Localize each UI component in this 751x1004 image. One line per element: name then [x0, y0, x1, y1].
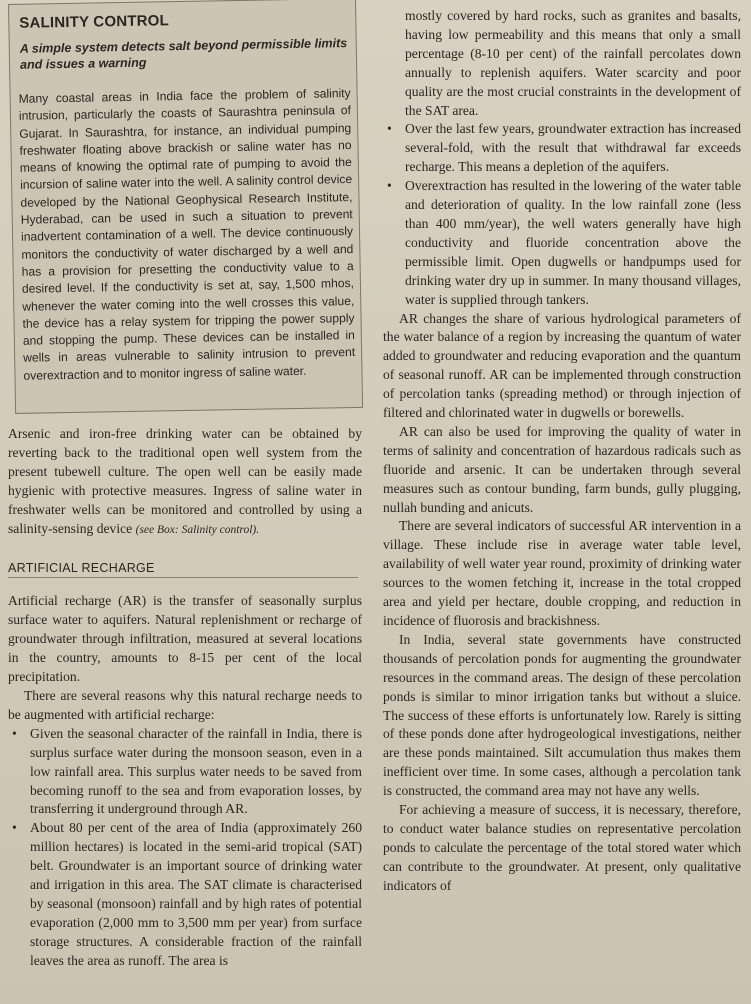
paragraph-reasons: There are several reasons why this natural recharge needs to be augmented with artificial recharge: [8, 687, 362, 722]
right-main-text [383, 7, 741, 896]
list-item [8, 725, 362, 820]
paragraph-ar-changes: AR changes the share of various hydrological parameters of the water balance of a region by increasing the quantum of water added to groundwater and reducing evaporation and the quantum of seasonal runoff. AR can be implemented through construction of percolation tanks (spreading method) or through injection of filtered and chlorinated water in dugwells or borewells. [383, 310, 741, 421]
bullet-marker: • [12, 725, 17, 741]
salinity-control-box [8, 0, 363, 414]
reasons-list-continued [383, 120, 741, 309]
paragraph-ar-definition: Artificial recharge (AR) is the transfer of seasonally surplus surface water to aquifers. Natural replenishment or recharge of groundwater through infiltration, measured at several locations in the country, amounts to 8-15 per cent of the local precipitation. [8, 593, 362, 685]
list-item-text: Over the last few years, groundwater extraction has increased several-fold, with the result that withdrawal far exceeds recharge. This means a depletion of the aquifers. [405, 121, 741, 175]
bullet-marker: • [387, 121, 392, 137]
list-item-text: Overextraction has resulted in the lowering of the water table and deterioration of quality. In the low rainfall zone (less than 400 mm/year), the well waters generally have high conductivity and fluoride concentration above the permissible limit. Open dugwells or handpumps used for drinking water dry up in summer. In many thousand villages, water is supplied through tankers. [405, 178, 741, 307]
list-item-text: About 80 per cent of the area of India (approximately 260 million hectares) is located in the semi-arid tropical (SAT) belt. Groundwater is an important source of drinking water and irrigation in this area. The SAT climate is characterised by seasonal (monsoon) rainfall and by high rates of potential evaporation (2,000 mm to 3,500 mm per year) from surface storage structures. A considerable fraction of the rainfall leaves the area as runoff. The area is [30, 820, 362, 968]
paragraph-percolation-ponds: In India, several state governments have constructed thousands of percolation ponds for augmenting the groundwater resources in the command areas. The design of these percolation ponds is similar to minor irrigation tanks but without a sluice. The success of these efforts is unfortunately low. Rarely is sitting of these ponds done after hydrogeological investigations, neither are these ponds maintained. Silt accumulation thus makes them inefficient over time. In some cases, although a percolation tank is constructed, the command area may not have any wells. [383, 631, 741, 799]
bullet-continuation: mostly covered by hard rocks, such as granites and basalts, having low permeability and this means that only a small percentage (8-10 per cent) of the rainfall percolates down annually to replenish aquifers. Water scarcity and poor quality are the most crucial constraints in the development of the SAT area. [405, 8, 741, 118]
paragraph-indicators: There are several indicators of successful AR intervention in a village. These include rise in average water table level, availability of well water year round, proximity of drinking water sources to the women fetching it, increase in the total cropped area and yield per hectare, double cropping, and reduction in incidence of fluorosis and brackishness. [383, 518, 741, 628]
list-item-text: Given the seasonal character of the rainfall in India, there is surplus surface water during the monsoon season, even in a low rainfall area. This surplus water needs to be saved from becoming runoff to the sea and from evaporation losses, by transferring it underground through AR. [30, 725, 362, 817]
section-heading: ARTIFICIAL RECHARGE [8, 561, 358, 578]
paragraph-arsenic [8, 425, 362, 539]
see-box-reference: (see Box: Salinity control). [135, 523, 260, 536]
list-item [383, 120, 741, 177]
box-body: Many coastal areas in India face the problem of salinity intrusion, particularly the coasts of Saurashtra peninsula of Gujarat. In Saurashtra, for instance, an individual pumping freshwater floating above brackish or saline water has no means of knowing the optimal rate of pumping to avoid the incursion of saline water into the well. A salinity control device developed by the National Geophysical Research Institute, Hyderabad, can be used in such a situation to prevent inadvertent contamination of a well. The device continuously monitors the conductivity of water discharged by a well and has a provision for presetting the conductivity value to a desired level. If the conductivity is set at, say, 1,500 mhos, whenever the water coming into the well crosses this value, the device has a relay system for tripping the power supply and stopping the pump. These devices can be installed in wells in areas vulnerable to salinity intrusion to prevent overextraction and to monitor ingress of saline water. [18, 86, 356, 383]
left-main-text [8, 425, 362, 971]
box-title: SALINITY CONTROL [19, 12, 170, 32]
box-subtitle: A simple system detects salt beyond permissible limits and issues a warning [19, 36, 348, 72]
reasons-list [8, 725, 362, 971]
list-item [8, 819, 362, 970]
right-column [383, 0, 741, 1004]
bullet-marker: • [12, 820, 17, 836]
left-column [8, 0, 362, 1004]
paragraph-arsenic-text: Arsenic and iron-free drinking water can be obtained by reverting back to the traditional open well system from the present tubewell culture. The open well can be easily made hygienic with protective measures. Ingress of saline water in freshwater wells can be monitored and controlled by using a salinity-sensing device [8, 426, 362, 536]
paragraph-ar-quality: AR can also be used for improving the quality of water in terms of salinity and concentration of hazardous radicals such as fluoride and arsenic. It can be undertaken through several measures such as contour bunding, farm bunds, gully plugging, nullah bunding and anicuts. [383, 423, 741, 515]
list-item [383, 177, 741, 309]
paragraph-water-balance: For achieving a measure of success, it is necessary, therefore, to conduct water balance studies on representative percolation ponds to calculate the percentage of the total stored water which can contribute to the groundwater. At present, only qualitative indicators of [383, 802, 741, 893]
bullet-marker: • [387, 178, 392, 194]
